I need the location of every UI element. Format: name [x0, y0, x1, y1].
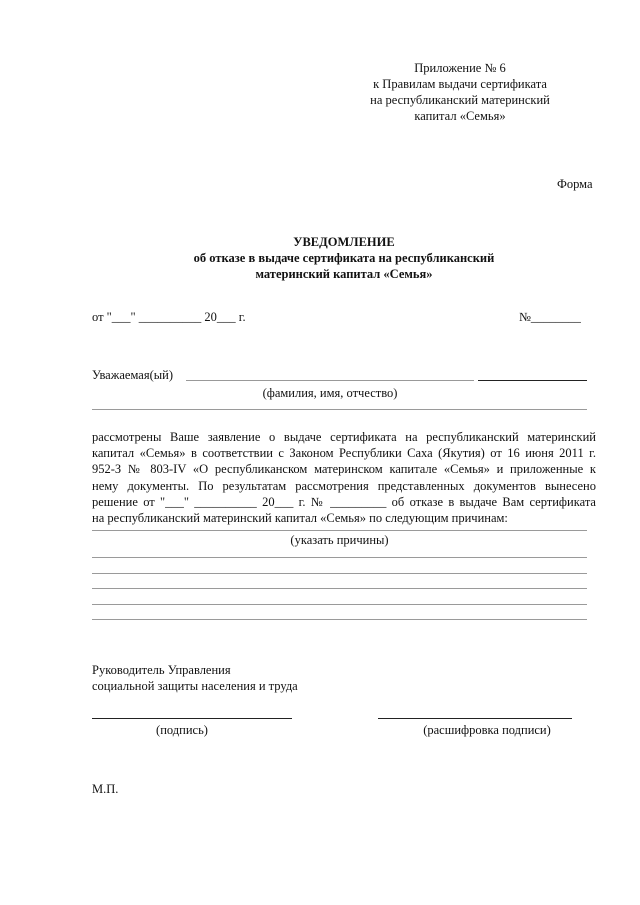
body-line: рассмотрены Ваше заявление о выдаче сертификата на республиканский материнский: [92, 430, 596, 444]
body-paragraph: [92, 429, 596, 526]
title-subheading: материнский капитал «Семья»: [255, 267, 433, 281]
body-line: нему документы. По результатам рассмотрения представленных документов вынесено: [92, 478, 596, 493]
body-line: 952-З № 803-IV «О республиканском материнском капитале «Семья» и приложенные к: [92, 462, 596, 477]
addressee-extra-line: [92, 409, 587, 410]
reasons-line: [92, 530, 587, 531]
reasons-line: [92, 557, 587, 558]
signature-caption: (подпись): [156, 723, 208, 737]
title-subheading: об отказе в выдаче сертификата на республиканский: [193, 251, 495, 265]
reasons-line: [92, 604, 587, 605]
appendix-line: капитал «Семья»: [414, 109, 506, 123]
body-line: решение от "___" __________ 20___ г. № _________ об отказе в выдаче Вам сертификата: [92, 494, 596, 509]
appendix-number: Приложение № 6: [414, 61, 506, 75]
addressee-label: Уважаемая(ый): [92, 368, 173, 382]
signatory-title: Руководитель Управления: [92, 663, 231, 677]
decoding-caption: (расшифровка подписи): [423, 723, 551, 737]
number-field: №________: [519, 310, 581, 324]
reasons-line: [92, 619, 587, 620]
decoding-line: [378, 718, 572, 719]
addressee-name-line: [186, 380, 474, 381]
body-line: на республиканский материнский капитал «Семья» по следующим причинам:: [92, 511, 508, 526]
title-heading: УВЕДОМЛЕНИЕ: [293, 235, 395, 249]
signature-line: [92, 718, 292, 719]
addressee-caption: (фамилия, имя, отчество): [262, 386, 398, 400]
appendix-block: [340, 60, 580, 124]
appendix-line: на республиканский материнский: [370, 93, 550, 107]
signatory-department: социальной защиты населения и труда: [92, 679, 298, 693]
reasons-line: [92, 588, 587, 589]
body-line: капитал «Семья» в соответствии с Законом Республики Саха (Якутия) от 16 июня 2011 г.: [92, 446, 596, 461]
stamp-place: М.П.: [92, 782, 119, 796]
form-label: Форма: [557, 177, 593, 191]
appendix-line: к Правилам выдачи сертификата: [373, 77, 547, 91]
addressee-name-line: [478, 380, 587, 381]
date-field: от "___" __________ 20___ г.: [92, 310, 246, 324]
document-title: [92, 234, 596, 282]
reasons-caption: (указать причины): [290, 533, 389, 547]
reasons-line: [92, 573, 587, 574]
